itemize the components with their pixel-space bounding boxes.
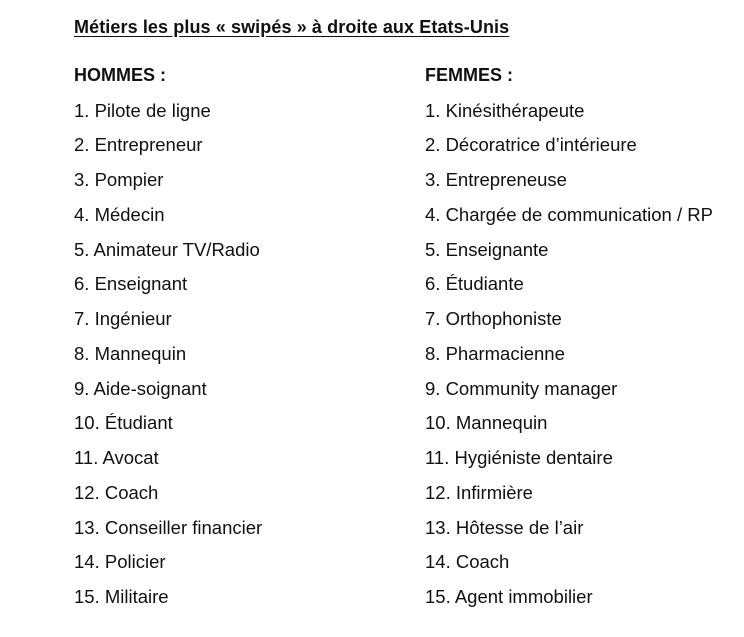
women-list-item: 14. Coach: [425, 551, 510, 573]
men-list-item: 14. Policier: [74, 551, 166, 573]
men-list-item: 9. Aide-soignant: [74, 377, 207, 399]
women-list-item: 6. Étudiante: [425, 273, 524, 295]
women-list-item: 1. Kinésithérapeute: [425, 99, 585, 121]
women-list-item: 9. Community manager: [425, 377, 618, 399]
women-list-item: 12. Infirmière: [425, 481, 533, 503]
women-list-item: 5. Enseignante: [425, 238, 549, 260]
men-list-item: 15. Militaire: [74, 586, 169, 607]
men-list-item: 12. Coach: [74, 481, 159, 503]
men-list: [74, 100, 262, 621]
men-list-item: 7. Ingénieur: [74, 308, 172, 329]
document-title: Métiers les plus « swipés » à droite aux Etats-Unis: [74, 17, 510, 37]
women-heading: FEMMES :: [425, 65, 513, 85]
women-list-item: 15. Agent immobilier: [425, 586, 593, 607]
women-list-item: 11. Hygiéniste dentaire: [425, 447, 613, 468]
men-column: [74, 65, 262, 621]
men-list-item: 2. Entrepreneur: [74, 134, 203, 156]
men-list-item: 3. Pompier: [74, 169, 164, 190]
men-list-item: 4. Médecin: [74, 203, 165, 225]
women-list-item: 4. Chargée de communication / RP: [425, 203, 713, 225]
men-list-item: 10. Étudiant: [74, 412, 173, 434]
women-list-item: 7. Orthophoniste: [425, 308, 562, 329]
men-heading: HOMMES :: [74, 65, 166, 85]
men-list-item: 6. Enseignant: [74, 273, 188, 295]
women-list-item: 8. Pharmacienne: [425, 342, 565, 364]
women-list-item: 2. Décoratrice d’intérieure: [425, 134, 637, 156]
men-list-item: 13. Conseiller financier: [74, 516, 263, 538]
women-list: [425, 100, 713, 621]
women-column: [425, 65, 713, 621]
men-list-item: 8. Mannequin: [74, 342, 187, 364]
women-list-item: 10. Mannequin: [425, 412, 548, 434]
men-list-item: 5. Animateur TV/Radio: [74, 238, 260, 260]
women-list-item: 3. Entrepreneuse: [425, 169, 567, 190]
women-list-item: 13. Hôtesse de l’air: [425, 516, 584, 538]
men-list-item: 1. Pilote de ligne: [74, 99, 211, 121]
men-list-item: 11. Avocat: [74, 447, 159, 468]
